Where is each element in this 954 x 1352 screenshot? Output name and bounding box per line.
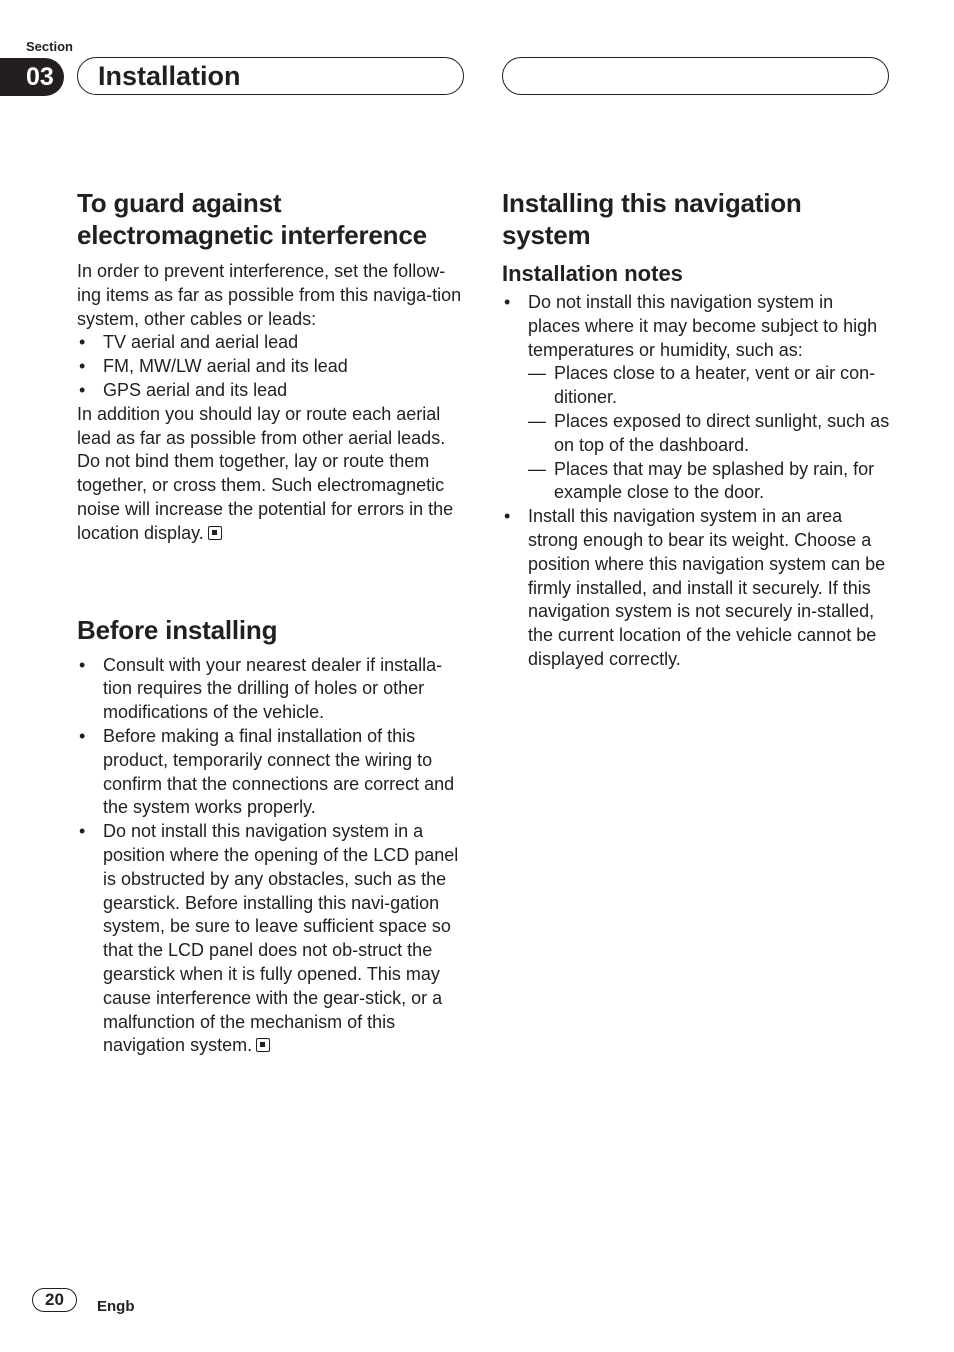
before-installing-heading: Before installing bbox=[77, 614, 278, 645]
end-mark-icon bbox=[256, 1038, 270, 1052]
emi-heading-line1: To guard against bbox=[77, 188, 282, 218]
header-empty-pill bbox=[502, 57, 889, 95]
list-item: • Before making a final installation of this product, temporarily connect the wiring to confirm that the connections are correct and the system works properly. bbox=[77, 725, 465, 820]
language-code: Engb bbox=[97, 1298, 135, 1315]
list-item: • FM, MW/LW aerial and its lead bbox=[77, 355, 465, 379]
left-column bbox=[77, 187, 465, 1058]
installation-notes-list bbox=[502, 291, 890, 672]
section-title: Installation bbox=[98, 60, 241, 91]
sub-list-item: — Places close to a heater, vent or air con-ditioner. bbox=[528, 362, 890, 410]
list-item: • GPS aerial and its lead bbox=[77, 379, 465, 403]
emi-heading-line2: electromagnetic interference bbox=[77, 220, 427, 250]
installation-notes-heading: Installation notes bbox=[502, 261, 683, 286]
emi-heading bbox=[77, 187, 465, 251]
list-item bbox=[77, 820, 465, 1058]
list-item-text: Do not install this navigation system in places where it may become subject to high temperatures or humidity, such as: bbox=[528, 292, 878, 360]
installing-heading bbox=[502, 187, 890, 251]
right-column bbox=[502, 187, 890, 672]
list-item bbox=[502, 291, 890, 505]
list-item: • TV aerial and aerial lead bbox=[77, 331, 465, 355]
installing-heading-line1: Installing this navigation bbox=[502, 188, 802, 218]
section-title-pill bbox=[77, 57, 464, 95]
sub-list bbox=[528, 362, 890, 505]
emi-body-text: In addition you should lay or route each aerial lead as far as possible from other aerial leads. Do not bind them together, lay or route them together, or cross them. Such electromagnetic noise will increase the potential for errors in the location display. bbox=[77, 403, 454, 543]
emi-intro: In order to prevent interference, set the follow-ing items as far as possible from this naviga-tion system, other cables or leads: bbox=[77, 261, 462, 329]
page-number: 20 bbox=[32, 1288, 77, 1312]
list-item: • Install this navigation system in an area strong enough to bear its weight. Choose a position where this navigation system can be firmly installed, and install it securely. If this navigation system is not securely in-stalled, the current location of the vehicle cannot be displayed correctly. bbox=[502, 505, 890, 672]
before-installing-list bbox=[77, 654, 465, 1059]
end-mark-icon bbox=[208, 526, 222, 540]
list-item: • Consult with your nearest dealer if installa-tion requires the drilling of holes or other modifications of the vehicle. bbox=[77, 654, 465, 725]
section-number: 03 bbox=[0, 58, 64, 96]
sub-list-item: — Places that may be splashed by rain, for example close to the door. bbox=[528, 458, 890, 506]
list-item-text: Do not install this navigation system in a position where the opening of the LCD panel is obstructed by any obstacles, such as the gearstick. Before installing this navi-gation system, be sure to leave sufficient space so that the LCD panel does not ob-struct the gearstick when it is fully opened. This may cause interference with the gear-stick, or a malfunction of the mechanism of this navigation system. bbox=[103, 821, 459, 1056]
emi-list bbox=[77, 331, 465, 402]
installing-heading-line2: system bbox=[502, 220, 591, 250]
emi-body-paragraph bbox=[77, 403, 465, 546]
sub-list-item: — Places exposed to direct sunlight, such as on top of the dashboard. bbox=[528, 410, 890, 458]
section-label: Section bbox=[26, 39, 73, 54]
